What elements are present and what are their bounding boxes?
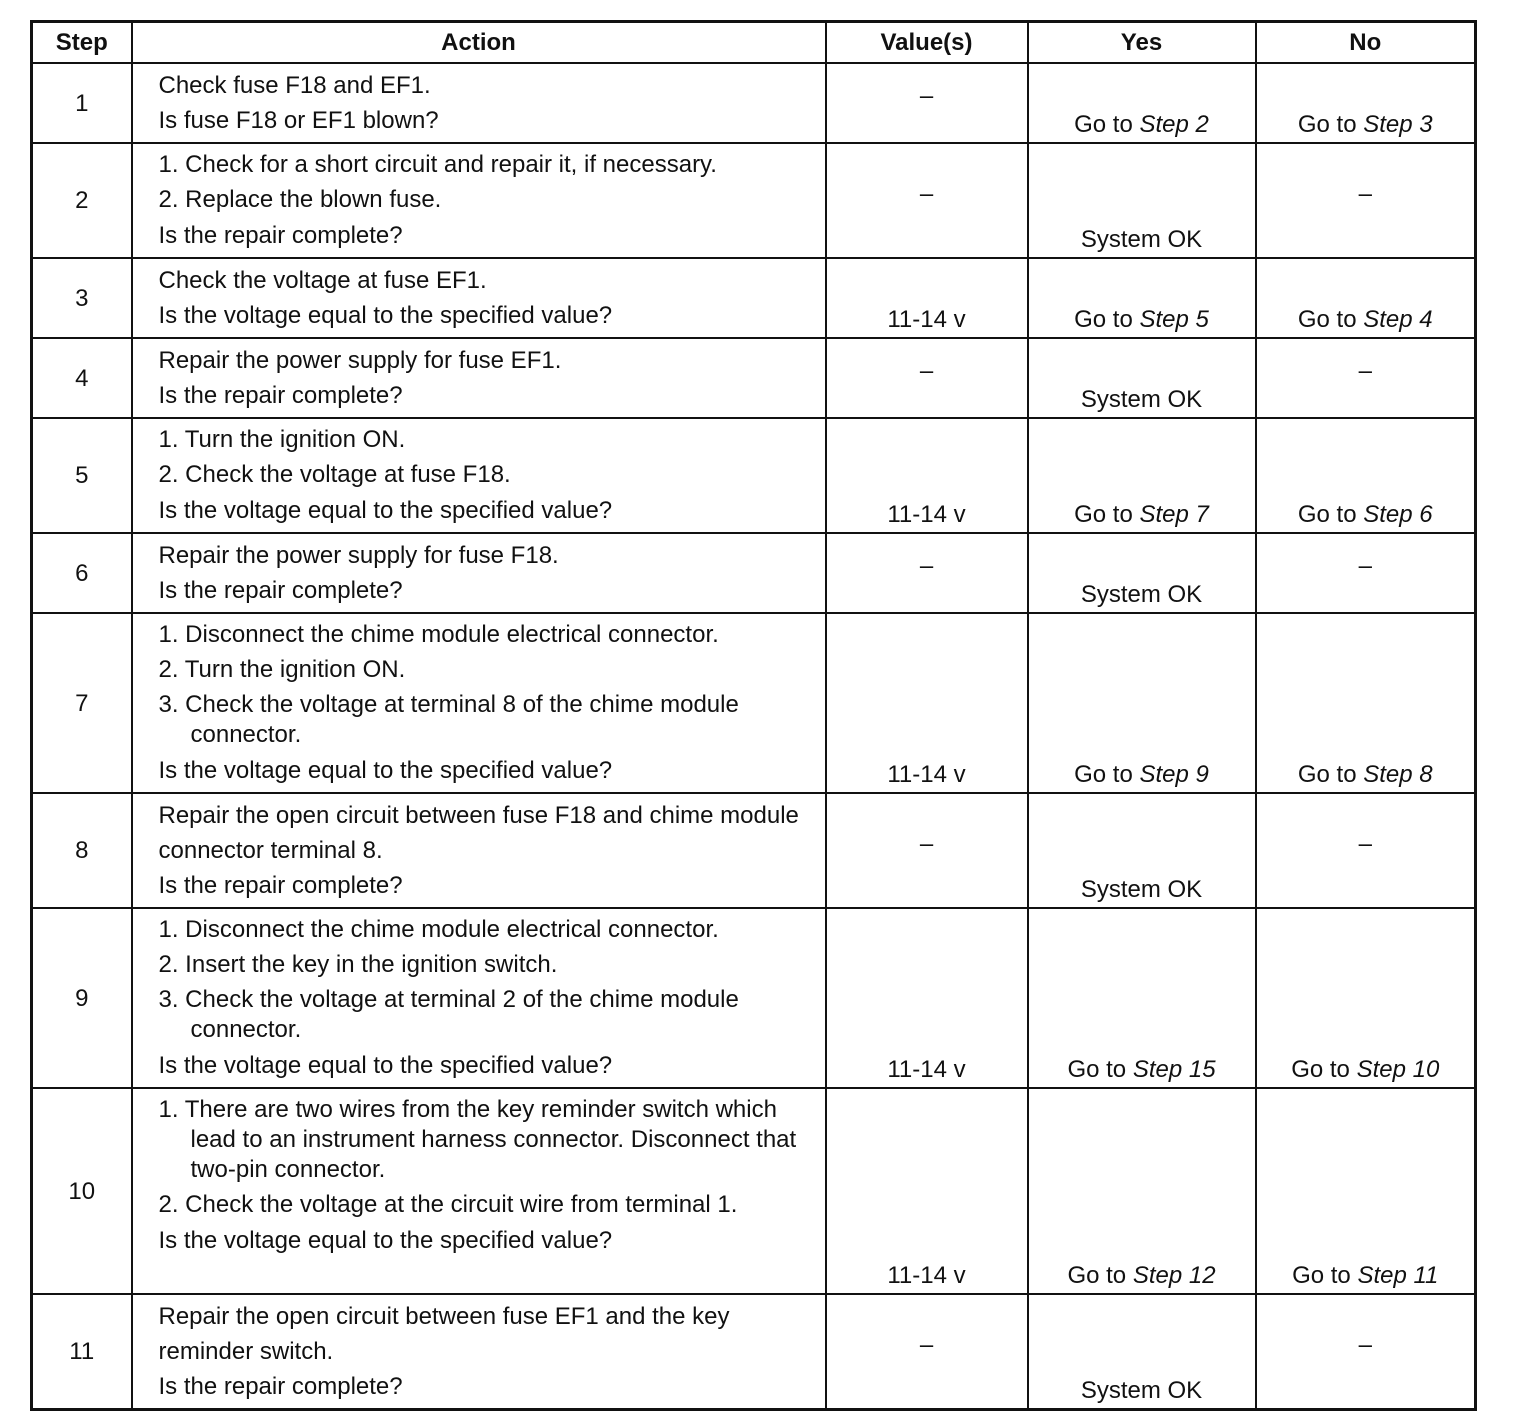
action-numbered-item: 2. Turn the ignition ON.: [158, 656, 406, 683]
no-outcome: [1257, 1327, 1475, 1362]
no-prefix: –: [1358, 180, 1372, 207]
action-text: Check the voltage at fuse EF1.: [158, 267, 487, 294]
values-cell: [826, 613, 1028, 793]
no-cell: [1256, 338, 1476, 418]
action-numbered-item: 2. Check the voltage at fuse F18.: [158, 461, 511, 488]
yes-cell: [1028, 338, 1256, 418]
yes-prefix: Go to: [1067, 1056, 1133, 1083]
action-numbered-item: 3. Check the voltage at terminal 8 of the chime module connector.: [158, 691, 739, 748]
action-cell: [132, 793, 826, 908]
yes-cell: [1028, 63, 1256, 143]
action-cell: [132, 908, 826, 1088]
action-question: Is the repair complete?: [158, 577, 403, 604]
yes-outcome: [1029, 1052, 1255, 1087]
yes-outcome: [1029, 107, 1255, 142]
yes-cell: [1028, 533, 1256, 613]
step-number-cell: 3: [32, 258, 132, 338]
no-prefix: Go to: [1297, 111, 1364, 138]
action-question: Is the voltage equal to the specified value?: [158, 302, 613, 329]
no-outcome: [1257, 1258, 1475, 1293]
no-step-ref: Step 6: [1363, 501, 1433, 528]
action-question: Is the repair complete?: [158, 1373, 403, 1400]
action-numbered-item: 1. Turn the ignition ON.: [158, 426, 406, 453]
yes-prefix: Go to: [1074, 111, 1140, 138]
header-values: Value(s): [826, 22, 1028, 64]
action-cell: [132, 63, 826, 143]
yes-cell: [1028, 908, 1256, 1088]
value-text: 11-14 v: [887, 1262, 966, 1289]
no-prefix: Go to: [1297, 306, 1364, 333]
values-cell: [826, 1294, 1028, 1410]
no-outcome: [1257, 176, 1475, 211]
values-cell: [826, 63, 1028, 143]
table-row: [32, 533, 1476, 613]
yes-prefix: Go to: [1067, 1262, 1133, 1289]
no-step-ref: Step 8: [1363, 761, 1433, 788]
action-question: Is the voltage equal to the specified value?: [158, 1052, 613, 1079]
no-outcome: [1257, 302, 1475, 337]
action-cell: [132, 143, 826, 258]
yes-outcome: [1029, 577, 1255, 612]
yes-prefix: System OK: [1080, 876, 1203, 903]
table-row: [32, 613, 1476, 793]
yes-cell: [1028, 418, 1256, 533]
no-prefix: –: [1358, 357, 1372, 385]
yes-cell: [1028, 258, 1256, 338]
no-outcome: [1257, 549, 1475, 584]
diagnostic-table-container: [30, 20, 1477, 1411]
action-cell: [132, 613, 826, 793]
action-numbered-item: 3. Check the voltage at terminal 2 of the chime module connector.: [158, 986, 739, 1043]
action-numbered-item: 2. Insert the key in the ignition switch.: [158, 951, 558, 978]
yes-step-ref: Step 2: [1139, 111, 1209, 138]
values-cell: [826, 908, 1028, 1088]
no-step-ref: Step 4: [1363, 306, 1433, 333]
yes-outcome: [1029, 382, 1255, 417]
table-row: [32, 1294, 1476, 1410]
action-text: Repair the open circuit between fuse EF1 and the key reminder switch.: [158, 1303, 730, 1365]
action-cell: [132, 533, 826, 613]
action-cell: [132, 1088, 826, 1294]
table-body: [32, 63, 1476, 1410]
no-step-ref: Step 3: [1363, 111, 1433, 138]
yes-outcome: [1029, 222, 1255, 257]
no-step-ref: Step 10: [1356, 1056, 1440, 1083]
no-outcome: [1257, 757, 1475, 792]
step-number-cell: 2: [32, 143, 132, 258]
step-number-cell: 6: [32, 533, 132, 613]
yes-step-ref: Step 9: [1139, 761, 1209, 788]
action-text: Check fuse F18 and EF1.: [158, 72, 431, 99]
action-question: Is the voltage equal to the specified value?: [158, 497, 613, 524]
header-no: No: [1256, 22, 1476, 64]
action-cell: [132, 258, 826, 338]
no-outcome: [1257, 497, 1475, 532]
yes-step-ref: Step 7: [1139, 501, 1209, 528]
header-action: Action: [132, 22, 826, 64]
yes-cell: [1028, 793, 1256, 908]
value-text: 11-14 v: [887, 1056, 966, 1083]
step-number-cell: 8: [32, 793, 132, 908]
table-row: [32, 143, 1476, 258]
yes-outcome: [1029, 497, 1255, 532]
step-number-cell: 5: [32, 418, 132, 533]
header-row: [32, 22, 1476, 64]
yes-outcome: [1029, 872, 1255, 907]
yes-prefix: Go to: [1074, 306, 1140, 333]
values-cell: [826, 418, 1028, 533]
step-number-cell: 4: [32, 338, 132, 418]
action-numbered-item: 2. Replace the blown fuse.: [158, 186, 442, 213]
no-prefix: Go to: [1291, 1056, 1357, 1083]
no-cell: [1256, 613, 1476, 793]
yes-cell: [1028, 143, 1256, 258]
yes-outcome: [1029, 1258, 1255, 1293]
action-cell: [132, 1294, 826, 1410]
action-question: Is fuse F18 or EF1 blown?: [158, 107, 439, 134]
value-text: –: [919, 830, 934, 857]
values-cell: [826, 1088, 1028, 1294]
no-cell: [1256, 908, 1476, 1088]
values-cell: [826, 143, 1028, 258]
yes-outcome: [1029, 757, 1255, 792]
value-text: –: [919, 552, 934, 580]
no-cell: [1256, 143, 1476, 258]
value-text: –: [919, 180, 934, 207]
no-cell: [1256, 793, 1476, 908]
value-text: –: [919, 82, 934, 110]
action-text: Repair the power supply for fuse EF1.: [158, 347, 562, 374]
no-cell: [1256, 418, 1476, 533]
action-cell: [132, 418, 826, 533]
no-cell: [1256, 1088, 1476, 1294]
yes-outcome: [1029, 302, 1255, 337]
no-cell: [1256, 533, 1476, 613]
no-cell: [1256, 1294, 1476, 1410]
no-outcome: [1257, 1052, 1475, 1087]
no-outcome: [1257, 107, 1475, 142]
no-cell: [1256, 258, 1476, 338]
table-row: [32, 338, 1476, 418]
yes-step-ref: Step 12: [1132, 1262, 1216, 1289]
yes-prefix: System OK: [1080, 226, 1203, 253]
no-prefix: –: [1358, 830, 1372, 857]
values-cell: [826, 258, 1028, 338]
yes-cell: [1028, 1088, 1256, 1294]
step-number-cell: 1: [32, 63, 132, 143]
values-cell: [826, 793, 1028, 908]
table-row: [32, 418, 1476, 533]
action-numbered-item: 1. Check for a short circuit and repair it, if necessary.: [158, 151, 717, 178]
action-question: Is the voltage equal to the specified value?: [158, 757, 613, 784]
action-question: Is the repair complete?: [158, 222, 403, 249]
table-row: [32, 63, 1476, 143]
action-text: Repair the power supply for fuse F18.: [158, 542, 559, 569]
no-outcome: [1257, 354, 1475, 389]
action-question: Is the repair complete?: [158, 872, 403, 899]
table-row: [32, 793, 1476, 908]
table-row: [32, 908, 1476, 1088]
yes-prefix: Go to: [1074, 501, 1140, 528]
action-numbered-item: 1. Disconnect the chime module electrical connector.: [158, 916, 719, 943]
action-numbered-item: 1. Disconnect the chime module electrical connector.: [158, 621, 719, 648]
action-numbered-item: 1. There are two wires from the key reminder switch which lead to an instrument harness connector. Disconnect that two-pin connector.: [158, 1096, 797, 1183]
yes-prefix: System OK: [1080, 581, 1203, 608]
value-text: 11-14 v: [887, 501, 966, 528]
values-cell: [826, 338, 1028, 418]
no-prefix: –: [1358, 1331, 1372, 1358]
action-text: Repair the open circuit between fuse F18 and chime module connector terminal 8.: [158, 802, 799, 864]
yes-cell: [1028, 1294, 1256, 1410]
value-text: –: [919, 357, 934, 385]
action-question: Is the voltage equal to the specified value?: [158, 1227, 613, 1254]
action-numbered-item: 2. Check the voltage at the circuit wire from terminal 1.: [158, 1191, 738, 1218]
header-step: Step: [32, 22, 132, 64]
no-cell: [1256, 63, 1476, 143]
values-cell: [826, 533, 1028, 613]
table-row: [32, 258, 1476, 338]
yes-outcome: [1029, 1373, 1255, 1408]
value-text: 11-14 v: [887, 761, 966, 788]
step-number-cell: 11: [32, 1294, 132, 1410]
yes-prefix: System OK: [1080, 1377, 1203, 1404]
no-prefix: Go to: [1297, 761, 1364, 788]
yes-prefix: Go to: [1074, 761, 1140, 788]
yes-cell: [1028, 613, 1256, 793]
no-prefix: Go to: [1297, 501, 1364, 528]
action-question: Is the repair complete?: [158, 382, 403, 409]
no-prefix: –: [1358, 552, 1372, 580]
yes-prefix: System OK: [1080, 386, 1203, 413]
step-number-cell: 10: [32, 1088, 132, 1294]
action-cell: [132, 338, 826, 418]
no-prefix: Go to: [1292, 1262, 1358, 1289]
diagnostic-table: [30, 20, 1477, 1411]
table-row: [32, 1088, 1476, 1294]
header-yes: Yes: [1028, 22, 1256, 64]
yes-step-ref: Step 5: [1139, 306, 1209, 333]
no-step-ref: Step 11: [1357, 1262, 1439, 1289]
step-number-cell: 7: [32, 613, 132, 793]
value-text: –: [919, 1331, 934, 1358]
step-number-cell: 9: [32, 908, 132, 1088]
yes-step-ref: Step 15: [1132, 1056, 1216, 1083]
value-text: 11-14 v: [887, 306, 966, 333]
no-outcome: [1257, 826, 1475, 861]
